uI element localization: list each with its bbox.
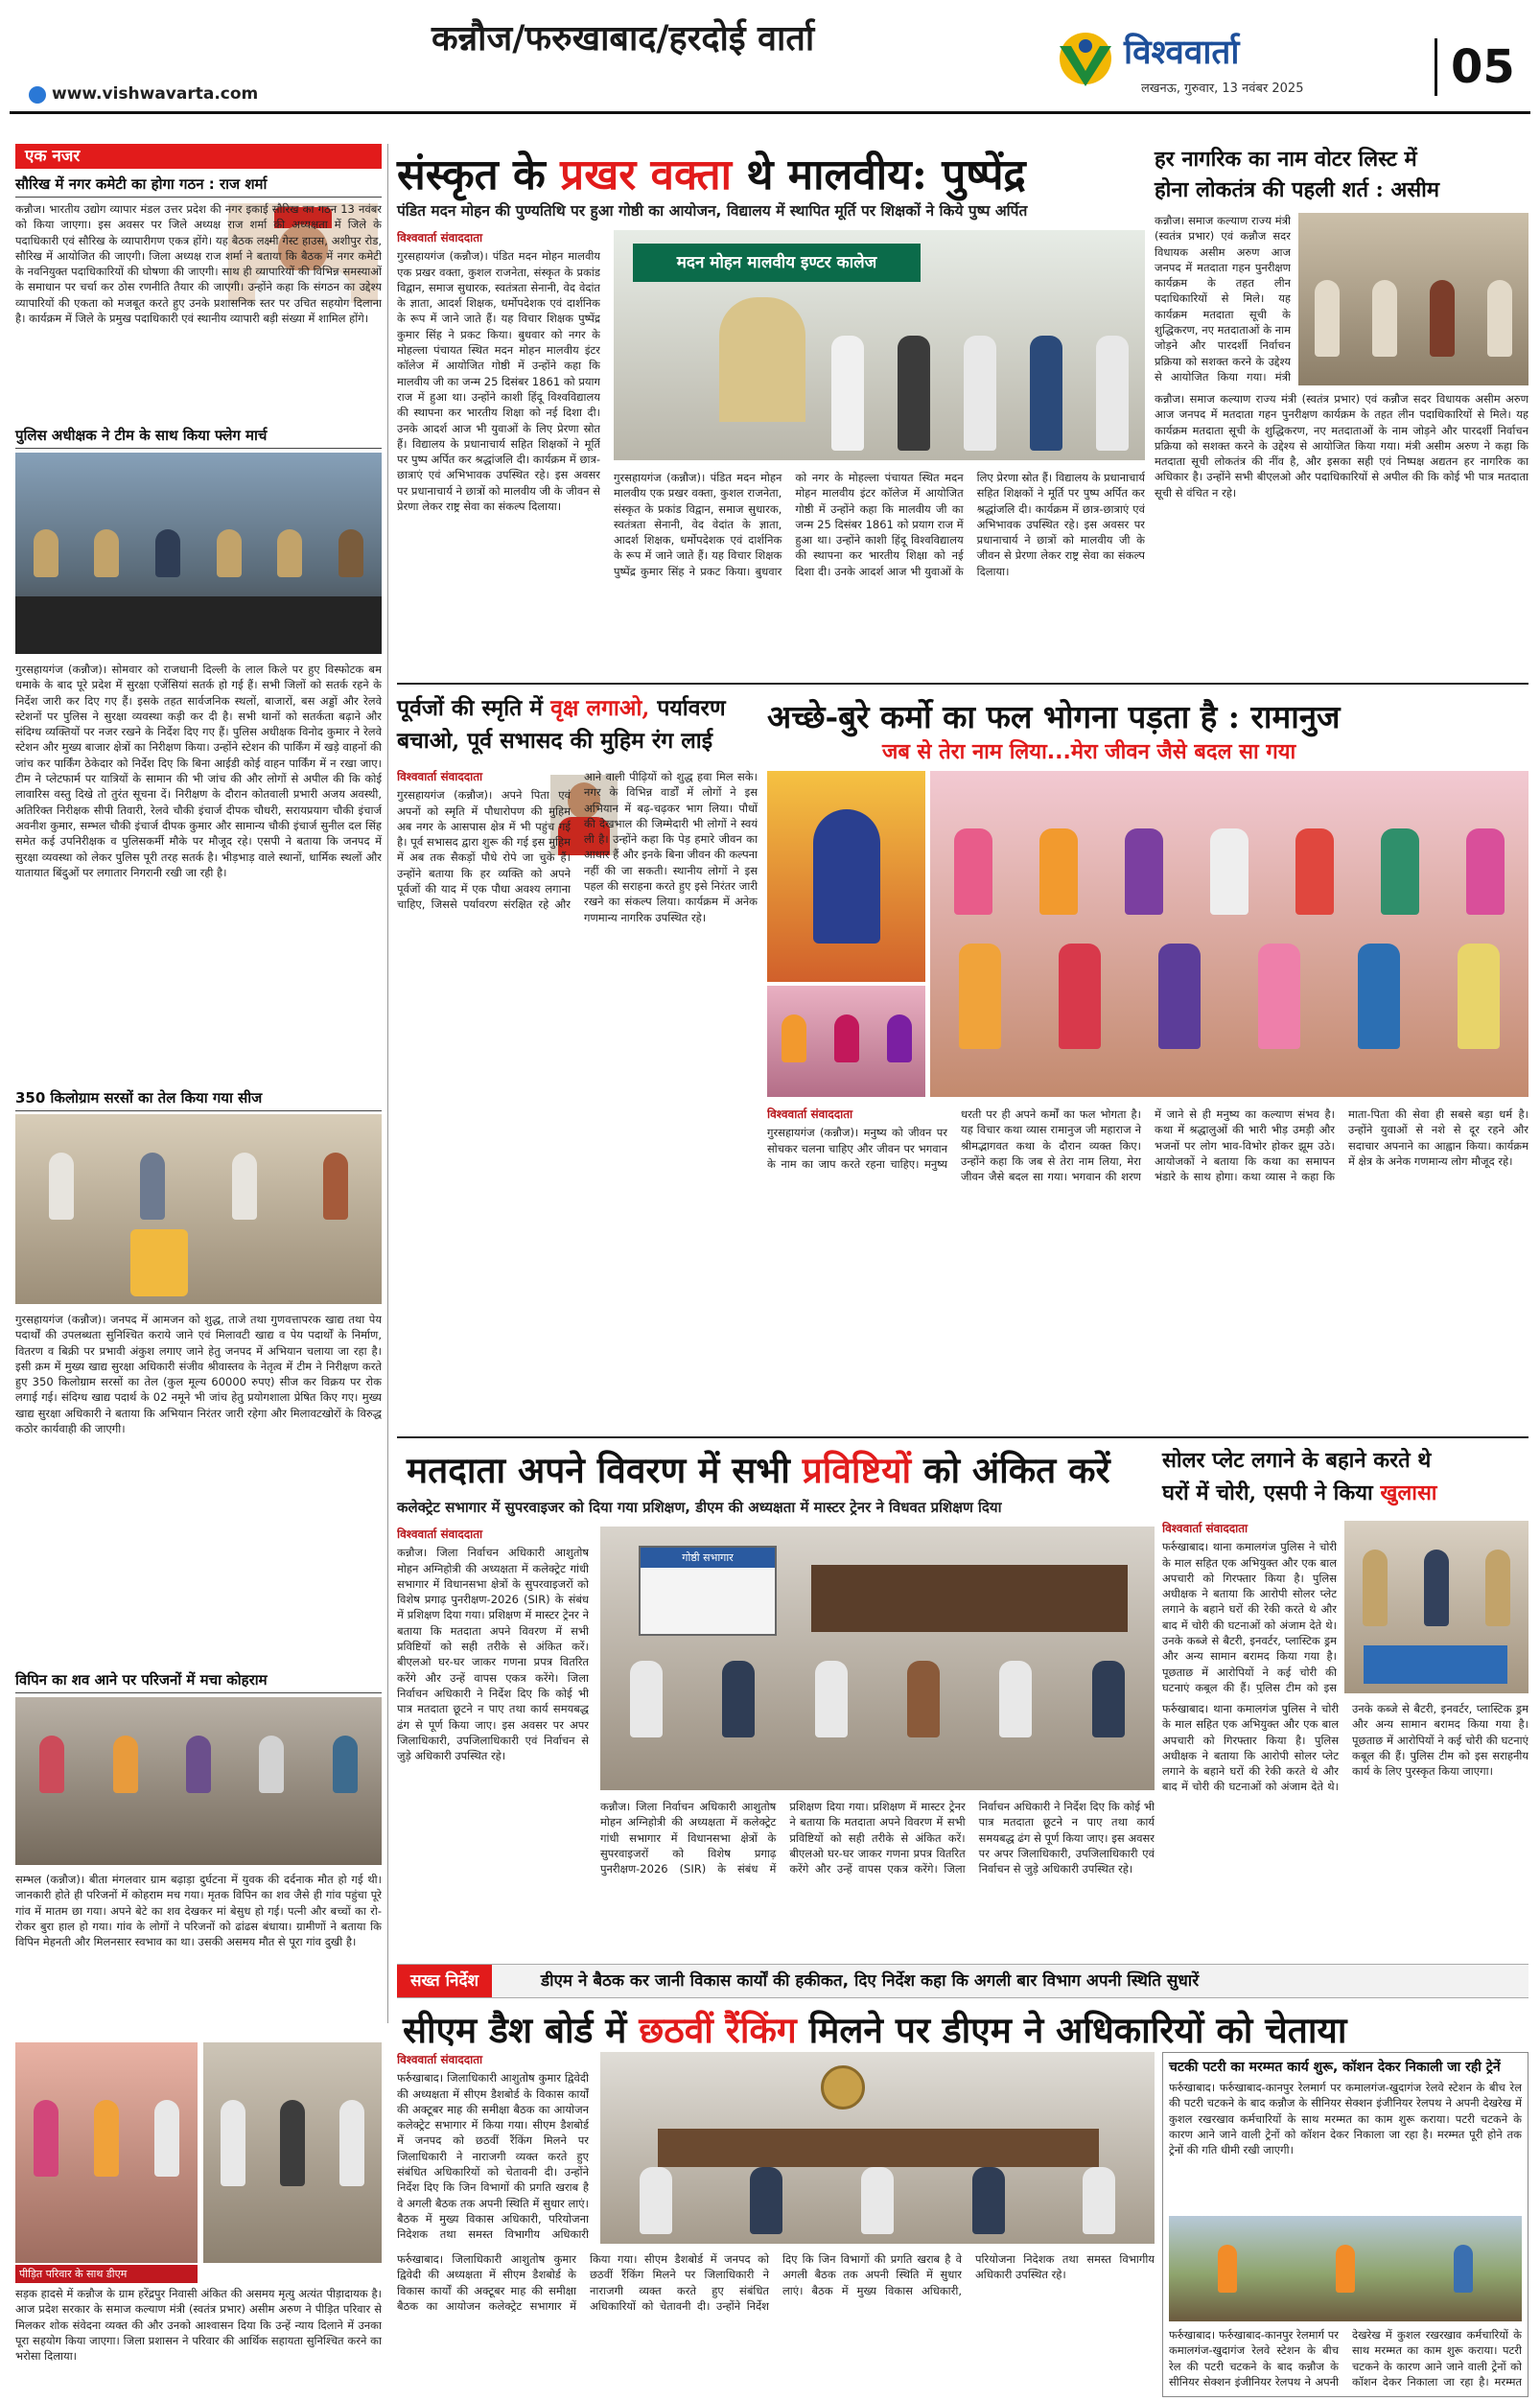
story-body: सड़क हादसे में कन्नौज के ग्राम हरेंद्रपुर निवासी अंकित की असमय मृत्यु अत्यंत पीड़ादायक है। आज प्रदेश सरकार के समाज कल्याण मंत्री (स्वतंत्र प्रभार) असीम अरुण ने पीड़ित परिवार से मिलकर शोक संवेदना व्यक्त की और उनको आश्वासन दिया कि उन्हें न्याय दिलाने में उनका पूरा सहयोग किया जाएगा। जिला प्रशासन ने परिवार की आर्थिक सहायता सुनिश्चित करने का भरोसा दिलाया। xyxy=(15,2287,382,2364)
brand-logo-icon xyxy=(1052,29,1119,88)
story-body: गुरसहायगंज (कन्नौज)। जनपद में आमजन को शुद्ध, ताजे तथा गुणवत्तापरक खाद्य तथा पेय पदार्थों की उपलब्धता सुनिश्चित कराये जाने एवं मिलावटी खाद्य व पेय पदार्थों के निर्माण, वितरण व बिक्री पर प्रभावी अंकुश लगाए जाने हेतु जनपद में अभियान चलाया जा रहा है। इसी क्रम में मुख्य खाद्य सुरक्षा अधिकारी संजीव श्रीवास्तव के नेतृत्व में टीम ने निरीक्षण करते हुए 350 किलोग्राम सरसों का तेल (कुल मूल्य 60000 रुपए) सीज कर विक्रय पर रोक लगाई गई। संदिग्ध खाद्य पदार्थ के 02 नमूने भी जांच हेतु प्रयोगशाला प्रेषित किए गए। मुख्य खाद्य सुरक्षा अधिकारी ने बताया कि अभियान निरंतर जारी रहेगा और मिलावटखोरों के विरुद्ध कठोर कार्यवाही की जाएगी। xyxy=(15,1313,382,1436)
condolence-story xyxy=(15,2042,382,2395)
story-body: विश्ववार्ता संवाददाता फर्रुखाबाद। जिलाधिकारी आशुतोष कुमार द्विवेदी की अध्यक्षता में सीएम डैशबोर्ड के विकास कार्यों की अक्टूबर माह की समीक्षा बैठक का आयोजन कलेक्ट्रेट सभागार में किया गया। सीएम डैशबोर्ड में जनपद को छठवीं रैंकिंग मिलने पर जिलाधिकारी ने नाराजगी व्यक्त करते हुए संबंधित अधिकारियों को चेतावनी दी। उन्होंने निर्देश दिए कि जिन विभागों की प्रगति खराब है वे अगली बैठक तक अपनी स्थिति में सुधार लाएं। बैठक में मुख्य विकास अधिकारी, परियोजना निदेशक तथा समस्त विभागीय अधिकारी xyxy=(397,2053,589,2242)
ek-nazar-header: एक नजर xyxy=(15,144,382,169)
projector-screen xyxy=(639,1546,777,1636)
school-banner: मदन मोहन मालवीय इण्टर कालेज xyxy=(633,244,921,282)
tag-label: सख्त निर्देश xyxy=(397,1965,492,1997)
story-body-continued: फर्रुखाबाद। फर्रुखाबाद-कानपुर रेलमार्ग पर कमालगंज-खुदागंज रेलवे स्टेशन के बीच रेल की पटरी चटकने के बाद कन्नौज के सीनियर सेक्शन इंजीनियर रेलपथ ने अपनी देखरेख में कुशल रखरखाव कर्मचारियों के साथ मरम्मत का काम शुरू कराया। पटरी चटकने के कारण आने जाने वाली ट्रेनों को कॉशन देकर निकाला जा रहा है। मरम्मत xyxy=(1169,2328,1522,2389)
dm-visit-photo xyxy=(203,2042,382,2263)
solar-theft-story xyxy=(1162,1444,1528,1957)
headline: चटकी पटरी का मरम्मत कार्य शुरू, कॉशन देकर निकाली जा रही ट्रेनें xyxy=(1169,2060,1501,2075)
subheadline: कलेक्ट्रेट सभागार में सुपरवाइजर को दिया गया प्रशिक्षण, डीएम की अध्यक्षता में मास्टर ट्रेनर ने विधवत प्रशिक्षण दिया xyxy=(397,1499,1002,1516)
byline: विश्ववार्ता संवाददाता xyxy=(767,1107,853,1121)
column-divider xyxy=(387,144,388,2023)
photo-caption: पीड़ित परिवार के साथ डीएम xyxy=(15,2265,198,2283)
section-title: कन्नौज/फरुखाबाद/हरदोई वार्ता xyxy=(432,18,815,58)
story-body-continued: कन्नौज। समाज कल्याण राज्य मंत्री (स्वतंत्र प्रभार) एवं कन्नौज सदर विधायक असीम अरुण आज जनपद में मतदाता गहन पुनरीक्षण कार्यक्रम के तहत लीन पदाधिकारियों से मिले। यह कार्यक्रम मतदाता सूची के शुद्धिकरण, नए मतदाताओं के नाम जोड़ने और पारदर्शी निर्वाचन प्रक्रिया को सशक्त करने के उद्देश्य से आयोजित किया गया। मंत्री असीम अरुण ने कहा कि मतदाता सूची लोकतंत्र की नींव है, और इसका सही एवं निष्पक्ष अद्यतन हर नागरिक का अधिकार है। उन्होंने सभी बीएलओ और पदाधिकारियों से अपील की कि कोई भी पात्र मतदाता सूची से वंचित न रहे। xyxy=(1155,392,1528,500)
byline: विश्ववार्ता संवाददाता xyxy=(397,2053,483,2066)
review-meeting-photo xyxy=(600,2052,1155,2244)
story-body: सम्भल (कन्नौज)। बीता मंगलवार ग्राम बढ़ाड़ा दुर्घटना में युवक की दर्दनाक मौत हो गई थी। जानकारी होते ही परिजनों में कोहराम मच गया। मृतक विपिन का शव जैसे ही गांव पहुंचा पूरे गांव में मातम छा गया। अपने बेटे का शव देखकर मां बेसुध हो गई। पत्नी और बच्चों का रो-रोकर बुरा हाल हो गया। गांव के लोगों ने परिजनों को ढांढस बंधाया। ग्रामीणों ने बताया कि विपिन मेहनती और मिलनसार स्वभाव का था। उसकी असमय मौत से पूरा गांव दुखी है। xyxy=(15,1873,382,1949)
story-body: कन्नौज। समाज कल्याण राज्य मंत्री (स्वतंत्र प्रभार) एवं कन्नौज सदर विधायक असीम अरुण आज जनपद में मतदाता गहन पुनरीक्षण कार्यक्रम के तहत लीन पदाधिकारियों से मिले। यह कार्यक्रम मतदाता सूची के शुद्धिकरण, नए मतदाताओं के नाम जोड़ने और पारदर्शी निर्वाचन प्रक्रिया को सशक्त करने के उद्देश्य से आयोजित किया गया। मंत्री xyxy=(1155,214,1291,384)
story-body-continued: फर्रुखाबाद। जिलाधिकारी आशुतोष कुमार द्विवेदी की अध्यक्षता में सीएम डैशबोर्ड के विकास कार्यों की अक्टूबर माह की समीक्षा बैठक का आयोजन कलेक्ट्रेट सभागार में किया गया। सीएम डैशबोर्ड में जनपद को छठवीं रैंकिंग मिलने पर जिलाधिकारी ने नाराजगी व्यक्त करते हुए संबंधित अधिकारियों को चेतावनी दी। उन्होंने निर्देश दिए कि जिन विभागों की प्रगति खराब है वे अगली बैठक तक अपनी स्थिति में सुधार लाएं। बैठक में मुख्य विकास अधिकारी, परियोजना निदेशक तथा समस्त विभागीय अधिकारी उपस्थित रहे। xyxy=(397,2252,1155,2313)
brand-name: विश्ववार्ता xyxy=(1124,33,1240,72)
story-title: सौरिख में नगर कमेटी का होगा गठन : राज शर्मा xyxy=(15,175,382,198)
section-rule xyxy=(397,1436,1528,1438)
story-body: गुरसहायगंज (कन्नौज)। सोमवार को राजधानी दिल्ली के लाल किले पर हुए विस्फोटक बम धमाके के बाद पूरे प्रदेश में सुरक्षा एजेंसियां सतर्क हो गई हैं। सभी जिलों को सतर्क रहने के निर्देश जारी कर दिए गए हैं। इसके तहत सार्वजनिक स्थलों, बाजारों, बस अड्डों और रेलवे स्टेशनों पर पुलिस ने सुरक्षा व्यवस्था कड़ी कर दी है। सभी थानों को सतर्कता बढ़ाने और संदिग्ध व्यक्तियों पर नजर रखने के निर्देश दिए गए हैं। पुलिस अधीक्षक विनोद कुमार ने रेलवे स्टेशन और मुख्य बाजार क्षेत्रों का निरीक्षण किया। उन्होंने स्टेशन की पार्किंग में खड़े वाहनों की जांच कर पार्किंग ठेकेदार को निर्देश दिए कि बिना आईडी कोई वाहन पार्किंग में न रखा जाए। टीम ने प्लेटफार्म पर यात्रियों के सामान की भी जांच की और लोगों से अपील की कि कोई लावारिस वस्तु दिखे तो तुरंत सूचना दें। निरीक्षण के दौरान कोतवाली प्रभारी अजय अवस्थी, अतिरिक्त निरीक्षक सीपी तिवारी, रेलवे चौकी इंचार्ज दीपक चौधरी, सरायप्रयाग चौकी इंचार्ज अवनीश कुमार, सम्भल चौकी इंचार्ज दीपक कुमार और सामान्य चौकी इंचार्ज सुनील दल सिंह समेत कई उपनिरीक्षक व पुलिसकर्मी मौके पर मौजूद रहे। एसपी ने बताया कि जनपद में सुरक्षा व्यवस्था को लेकर पुलिस पूरी तरह सतर्क है। भीड़भाड़ वाले स्थानों, धार्मिक स्थलों और यातायात बिंदुओं पर लगातार निगरानी रखी जा रही है। xyxy=(15,663,382,879)
story-body: फर्रुखाबाद। फर्रुखाबाद-कानपुर रेलमार्ग पर कमालगंज-खुदागंज रेलवे स्टेशन के बीच रेल की पटरी चटकने के बाद कन्नौज के सीनियर सेक्शन इंजीनियर रेलपथ ने अपनी देखरेख में कुशल रखरखाव कर्मचारियों के साथ मरम्मत का काम शुरू कराया। पटरी चटकने के कारण आने जाने वाली ट्रेनों को कॉशन देकर निकाला जा रहा है। मरम्मत पूरी होने तक ट्रेनों की गति धीमी रखी जाएगी। xyxy=(1169,2081,1522,2157)
masthead xyxy=(0,0,1540,115)
byline: विश्ववार्ता संवाददाता xyxy=(397,231,483,245)
headline: पूर्वजों की स्मृति में वृक्ष लगाओ, पर्यावरण बचाओ, पूर्व सभासद की मुहिम रंग लाई xyxy=(397,695,726,754)
slide-title: गोष्ठी सभागार xyxy=(641,1548,775,1568)
section-rule xyxy=(397,683,1528,685)
voter-training-story xyxy=(397,1444,1155,1957)
masthead-rule xyxy=(10,111,1530,114)
meeting-photo xyxy=(1298,213,1528,385)
subheadline: पंडित मदन मोहन की पुण्यतिथि पर हुआ गोष्ठी का आयोजन, विद्यालय में स्थापित मूर्ति पर शिक्षकों ने किये पुष्प अर्पित xyxy=(397,202,1028,220)
cm-dashboard-headline: सीएम डैश बोर्ड में छठवीं रैंकिंग मिलने पर डीएम ने अधिकारियों को चेताया xyxy=(403,2009,1347,2051)
story-title: पुलिस अधीक्षक ने टीम के साथ किया फ्लेग मार्च xyxy=(15,426,382,449)
victim-family-photo xyxy=(15,2042,198,2263)
byline: विश्ववार्ता संवाददाता xyxy=(397,770,483,783)
headline: सोलर प्लेट लगाने के बहाने करते थे घरों में चोरी, एसपी ने किया खुलासा xyxy=(1162,1448,1437,1505)
headline: मतदाता अपने विवरण में सभी प्रविष्टियों को अंकित करें xyxy=(407,1449,1110,1491)
krishna-idol-photo xyxy=(767,771,925,982)
rail-repair-photo xyxy=(1169,2216,1522,2321)
byline: विश्ववार्ता संवाददाता xyxy=(397,1527,483,1541)
congregation-photo xyxy=(930,771,1528,1097)
strict-directive-strip xyxy=(397,1964,1528,1998)
byline: विश्ववार्ता संवाददाता xyxy=(1162,1522,1248,1535)
story-body: विश्ववार्ता संवाददाता गुरसहायगंज (कन्नौज)। अपने पिता एवं अपनों को स्मृति में पौधारोपण की मुहिम अब नगर के आसपास क्षेत्र में भी पहुंच गई है। पूर्व सभासद द्वारा शुरू की गई इस मुहिम में अब तक सैकड़ों पौधे रोपे जा चुके हैं। उन्होंने बताया कि हर व्यक्ति को अपने पूर्वजों की याद में एक पौधा अवश्य लगाना चाहिए, जिससे पर्यावरण संरक्षित रहे और आने वाली पीढ़ियों को शुद्ध हवा मिल सके। नगर के विभिन्न वार्डों में लोगों ने इस अभियान में बढ़-चढ़कर भाग लिया। पौधों की देखभाल की जिम्मेदारी भी लोगों ने स्वयं ली है। उन्होंने कहा कि पेड़ हमारे जीवन का आधार हैं और इनके बिना जीवन की कल्पना नहीं की जा सकती। स्थानीय लोगों ने इस पहल की सराहना करते हुए इसे निरंतर जारी रखने का संकल्प लिया। कार्यक्रम में अनेक गणमान्य नागरिक उपस्थित रहे। xyxy=(397,770,758,924)
website-url[interactable]: www.vishwavarta.com xyxy=(52,84,259,104)
tag-text: डीएम ने बैठक कर जानी विकास कार्यों की हकीकत, दिए निर्देश कहा कि अगली बार विभाग अपनी स्थिति सुधारें xyxy=(541,1971,1200,1991)
tree-story xyxy=(397,692,758,1431)
headline: हर नागरिक का नाम वोटर लिस्ट में होना लोकतंत्र की पहली शर्त : असीम xyxy=(1155,147,1439,202)
malviya-story xyxy=(397,144,1145,676)
school-ceremony-photo xyxy=(614,230,1145,460)
ramanuj-story xyxy=(767,692,1528,1431)
story-body: विश्ववार्ता संवाददाता गुरसहायगंज (कन्नौज)। पंडित मदन मोहन मालवीय एक प्रखर वक्ता, कुशल राजनेता, संस्कृत के प्रकांड विद्वान, समाज सुधारक, स्वतंत्रता सेनानी, वेद वेदांत के ज्ञाता, आदर्श शिक्षक, धर्मोपदेशक एवं दार्शनिक के रूप में जाने जाते हैं। यह विचार शिक्षक पुष्पेंद्र कुमार सिंह ने प्रकट किया। बुधवार को नगर के मोहल्ला पंचायत स्थित मदन मोहन मालवीय इंटर कॉलेज में आयोजित गोष्ठी में उन्होंने कहा कि मालवीय जी का जन्म 25 दिसंबर 1861 को प्रयाग राज में हुआ था। उन्होंने काशी हिंदू विश्वविद्यालय की स्थापना कर भारतीय शिक्षा को नई दिशा दी। उनके आदर्श आज भी युवाओं के लिए प्रेरणा स्रोत हैं। विद्यालय के प्रधानाचार्य सहित शिक्षकों ने मूर्ति पर पुष्प अर्पित कर श्रद्धांजलि दी। कार्यक्रम में छात्र-छात्राएं एवं अभिभावक उपस्थित रहे। इस अवसर पर प्रधानाचार्य ने छात्रों को मालवीय जी के जीवन से प्रेरणा लेकर राष्ट्र सेवा का संकल्प दिलाया। xyxy=(397,231,600,514)
left-column xyxy=(15,144,382,2023)
story-body: कन्नौज। भारतीय उद्योग व्यापार मंडल उत्तर प्रदेश की नगर इकाई सौरिख का गठन 13 नवंबर को किया जाएगा। इस अवसर पर जिले अध्यक्ष राज शर्मा की अध्यक्षता में जिले के पदाधिकारी एवं सौरिख के व्यापारीगण एकत्र होंगे। यह बैठक लक्ष्मी गेस्ट हाउस, अशीपुर रोड, सौरिख में आयोजित की जाएगी। जिला अध्यक्ष राज शर्मा ने बताया कि बैठक में नगर कमेटी के नवनियुक्त पदाधिकारियों की घोषणा की जाएगी। साथ ही व्यापारियों की विभिन्न समस्याओं के समाधान पर चर्चा कर ठोस रणनीति तैयार की जाएगी। उन्होंने कहा कि संगठन का उद्देश्य व्यापारियों की एकता को मजबूत करते हुए उनके प्रशासनिक स्तर पर उचित सहयोग दिलाना है। कार्यक्रम में जिले के प्रमुख पदाधिकारी एवं स्थानीय व्यापारी बड़ी संख्या में शामिल होंगे। xyxy=(15,202,382,326)
oil-seizure-photo xyxy=(15,1114,382,1304)
story-body: विश्ववार्ता संवाददाता गुरसहायगंज (कन्नौज)। मनुष्य को जीवन पर सोचकर चलना चाहिए और जीवन पर भगवान के नाम का जाप करते रहना चाहिए। मनुष्य धरती पर ही अपने कर्मों का फल भोगता है। यह विचार कथा व्यास रामानुज जी महाराज ने श्रीमद्भागवत कथा के दौरान व्यक्त किए। उन्होंने कहा कि जब से तेरा नाम लिया, मेरा जीवन जैसे बदल सा गया। भगवान की शरण में जाने से ही मनुष्य का कल्याण संभव है। कथा में श्रद्धालुओं की भारी भीड़ उमड़ी और भजनों पर लोग भाव-विभोर होकर झूम उठे। आयोजकों ने बताया कि कथा का समापन भंडारे के साथ होगा। कथा व्यास ने कहा कि माता-पिता की सेवा ही सबसे बड़ा धर्म है। उन्होंने युवाओं से नशे से दूर रहने और सदाचार अपनाने का आह्वान किया। कार्यक्रम में क्षेत्र के अनेक गणमान्य लोग मौजूद रहे। xyxy=(767,1107,1528,1184)
headline: संस्कृत के प्रखर वक्ता थे मालवीय: पुष्पेंद्र xyxy=(397,151,1026,199)
story-title: 350 किलोग्राम सरसों का तेल किया गया सीज xyxy=(15,1088,382,1111)
voter-list-story xyxy=(1155,144,1528,676)
rail-track-story xyxy=(1162,2052,1528,2397)
dateline: लखनऊ, गुरुवार, 13 नवंबर 2025 xyxy=(1141,82,1304,96)
story-body: विश्ववार्ता संवाददाता फर्रुखाबाद। थाना कमालगंज पुलिस ने चोरी के माल सहित एक अभियुक्त और एक बाल अपचारी को गिरफ्तार किया है। पुलिस अधीक्षक ने बताया कि आरोपी सोलर प्लेट लगाने के बहाने घरों की रेकी करते थे और बाद में चोरी की घटनाओं को अंजाम देते थे। उनके कब्जे से बैटरी, इनवर्टर, प्लास्टिक ड्रम और अन्य सामान बरामद किया गया है। पूछताछ में आरोपियों ने कई चोरी की घटनाएं कबूल की हैं। पुलिस टीम को इस xyxy=(1162,1522,1337,1693)
page-number: 05 xyxy=(1435,38,1515,96)
mourning-photo xyxy=(15,1697,382,1865)
story-body-continued: फर्रुखाबाद। थाना कमालगंज पुलिस ने चोरी के माल सहित एक अभियुक्त और एक बाल अपचारी को गिरफ्तार किया है। पुलिस अधीक्षक ने बताया कि आरोपी सोलर प्लेट लगाने के बहाने घरों की रेकी करते थे और बाद में चोरी की घटनाओं को अंजाम देते थे। उनके कब्जे से बैटरी, इनवर्टर, प्लास्टिक ड्रम और अन्य सामान बरामद किया गया है। पूछताछ में आरोपियों ने कई चोरी की घटनाएं कबूल की हैं। पुलिस टीम को इस सराहनीय कार्य के लिए पुरस्कृत किया जाएगा। xyxy=(1162,1702,1528,1794)
story-body-continued: गुरसहायगंज (कन्नौज)। पंडित मदन मोहन मालवीय एक प्रखर वक्ता, कुशल राजनेता, संस्कृत के प्रकांड विद्वान, समाज सुधारक, स्वतंत्रता सेनानी, वेद वेदांत के ज्ञाता, आदर्श शिक्षक, धर्मोपदेशक एवं दार्शनिक के रूप में जाने जाते हैं। यह विचार शिक्षक पुष्पेंद्र कुमार सिंह ने प्रकट किया। बुधवार को नगर के मोहल्ला पंचायत स्थित मदन मोहन मालवीय इंटर कॉलेज में आयोजित गोष्ठी में उन्होंने कहा कि मालवीय जी का जन्म 25 दिसंबर 1861 को प्रयाग राज में हुआ था। उन्होंने काशी हिंदू विश्वविद्यालय की स्थापना कर भारतीय शिक्षा को नई दिशा दी। उनके आदर्श आज भी युवाओं के लिए प्रेरणा स्रोत हैं। विद्यालय के प्रधानाचार्य सहित शिक्षकों ने मूर्ति पर पुष्प अर्पित कर श्रद्धांजलि दी। कार्यक्रम में छात्र-छात्राएं एवं अभिभावक उपस्थित रहे। इस अवसर पर प्रधानाचार्य ने छात्रों को मालवीय जी के जीवन से प्रेरणा लेकर राष्ट्र सेवा का संकल्प दिलाया। xyxy=(614,471,1145,578)
training-hall-photo xyxy=(600,1527,1155,1790)
subheadline: जब से तेरा नाम लिया...मेरा जीवन जैसे बदल सा गया xyxy=(882,740,1296,764)
devotees-photo xyxy=(767,986,925,1097)
story-body: विश्ववार्ता संवाददाता कन्नौज। जिला निर्वाचन अधिकारी आशुतोष मोहन अग्निहोत्री की अध्यक्षता में कलेक्ट्रेट गांधी सभागार में विधानसभा क्षेत्रों के सुपरवाइजरों को विशेष प्रगाढ़ पुनरीक्षण-2026 (SIR) के संबंध में प्रशिक्षण दिया गया। प्रशिक्षण में मास्टर ट्रेनर ने बताया कि मतदाता अपने विवरण में सभी प्रविष्टियों को सही तरीके से अंकित करें। बीएलओ घर-घर जाकर गणना प्रपत्र वितरित करेंगे और उन्हें वापस एकत्र करेंगे। जिला निर्वाचन अधिकारी ने निर्देश दिए कि कोई भी पात्र मतदाता छूटने न पाए तथा कार्य समयबद्ध ढंग से पूर्ण किया जाए। इस अवसर पर अपर जिलाधिकारी, उपजिलाधिकारी एवं निर्वाचन से जुड़े अधिकारी उपस्थित रहे। xyxy=(397,1527,589,1763)
story-body-continued: कन्नौज। जिला निर्वाचन अधिकारी आशुतोष मोहन अग्निहोत्री की अध्यक्षता में कलेक्ट्रेट गांधी सभागार में विधानसभा क्षेत्रों के सुपरवाइजरों को विशेष प्रगाढ़ पुनरीक्षण-2026 (SIR) के संबंध में प्रशिक्षण दिया गया। प्रशिक्षण में मास्टर ट्रेनर ने बताया कि मतदाता अपने विवरण में सभी प्रविष्टियों को सही तरीके से अंकित करें। बीएलओ घर-घर जाकर गणना प्रपत्र वितरित करेंगे और उन्हें वापस एकत्र करेंगे। जिला निर्वाचन अधिकारी ने निर्देश दिए कि कोई भी पात्र मतदाता छूटने न पाए तथा कार्य समयबद्ध ढंग से पूर्ण किया जाए। इस अवसर पर अपर जिलाधिकारी, उपजिलाधिकारी एवं निर्वाचन से जुड़े अधिकारी उपस्थित रहे। xyxy=(600,1800,1155,1877)
flag-march-photo xyxy=(15,453,382,654)
police-arrest-photo xyxy=(1344,1521,1528,1693)
cm-dashboard-story xyxy=(397,2052,1155,2397)
globe-icon xyxy=(29,86,46,104)
headline: अच्छे-बुरे कर्मो का फल भोगना पड़ता है : रामानुज xyxy=(767,698,1341,735)
story-title: विपिन का शव आने पर परिजनों में मचा कोहराम xyxy=(15,1670,382,1693)
